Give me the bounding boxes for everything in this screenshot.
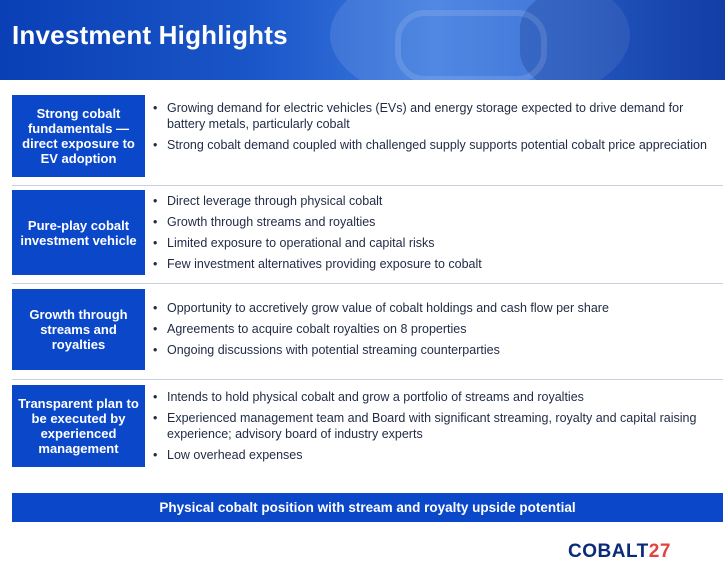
bullet-item: • Direct leverage through physical cobalt	[150, 193, 710, 209]
bullet-item: • Low overhead expenses	[150, 447, 710, 463]
logo-word: COBALT	[568, 541, 649, 562]
section-label: Growth through streams and royalties	[12, 289, 145, 370]
divider	[12, 283, 723, 284]
header-decoration	[395, 10, 547, 80]
section-label: Strong cobalt fundamentals — direct exposure to EV adoption	[12, 95, 145, 177]
bullet-item: • Growth through streams and royalties	[150, 214, 710, 230]
bullet-item: • Agreements to acquire cobalt royalties on 8 properties	[150, 321, 710, 337]
bullet-item: • Few investment alternatives providing exposure to cobalt	[150, 256, 710, 272]
section-label: Transparent plan to be executed by experienced management	[12, 385, 145, 467]
summary-banner: Physical cobalt position with stream and royalty upside potential	[12, 493, 723, 522]
divider	[12, 379, 723, 380]
header-banner	[0, 0, 725, 80]
header-decoration	[520, 0, 725, 80]
page-title: Investment Highlights	[12, 20, 288, 50]
bullet-item: • Strong cobalt demand coupled with challenged supply supports potential cobalt price appreciation	[150, 137, 710, 153]
section-label: Pure-play cobalt investment vehicle	[12, 190, 145, 275]
bullet-item: • Limited exposure to operational and capital risks	[150, 235, 710, 251]
bullet-item: • Ongoing discussions with potential streaming counterparties	[150, 342, 710, 358]
bullet-item: • Intends to hold physical cobalt and grow a portfolio of streams and royalties	[150, 389, 710, 405]
bullet-list	[150, 389, 710, 468]
divider	[12, 185, 723, 186]
bullet-list	[150, 100, 710, 158]
bullet-item: • Experienced management team and Board with significant streaming, royalty and capital raising experience; advisory board of industry experts	[150, 410, 710, 442]
logo-number: 27	[648, 541, 671, 562]
bullet-list	[150, 300, 710, 363]
bullet-item: • Growing demand for electric vehicles (EVs) and energy storage expected to drive demand for battery metals, particularly cobalt	[150, 100, 710, 132]
bullet-list	[150, 193, 710, 277]
bullet-item: • Opportunity to accretively grow value of cobalt holdings and cash flow per share	[150, 300, 710, 316]
company-logo	[568, 541, 671, 563]
